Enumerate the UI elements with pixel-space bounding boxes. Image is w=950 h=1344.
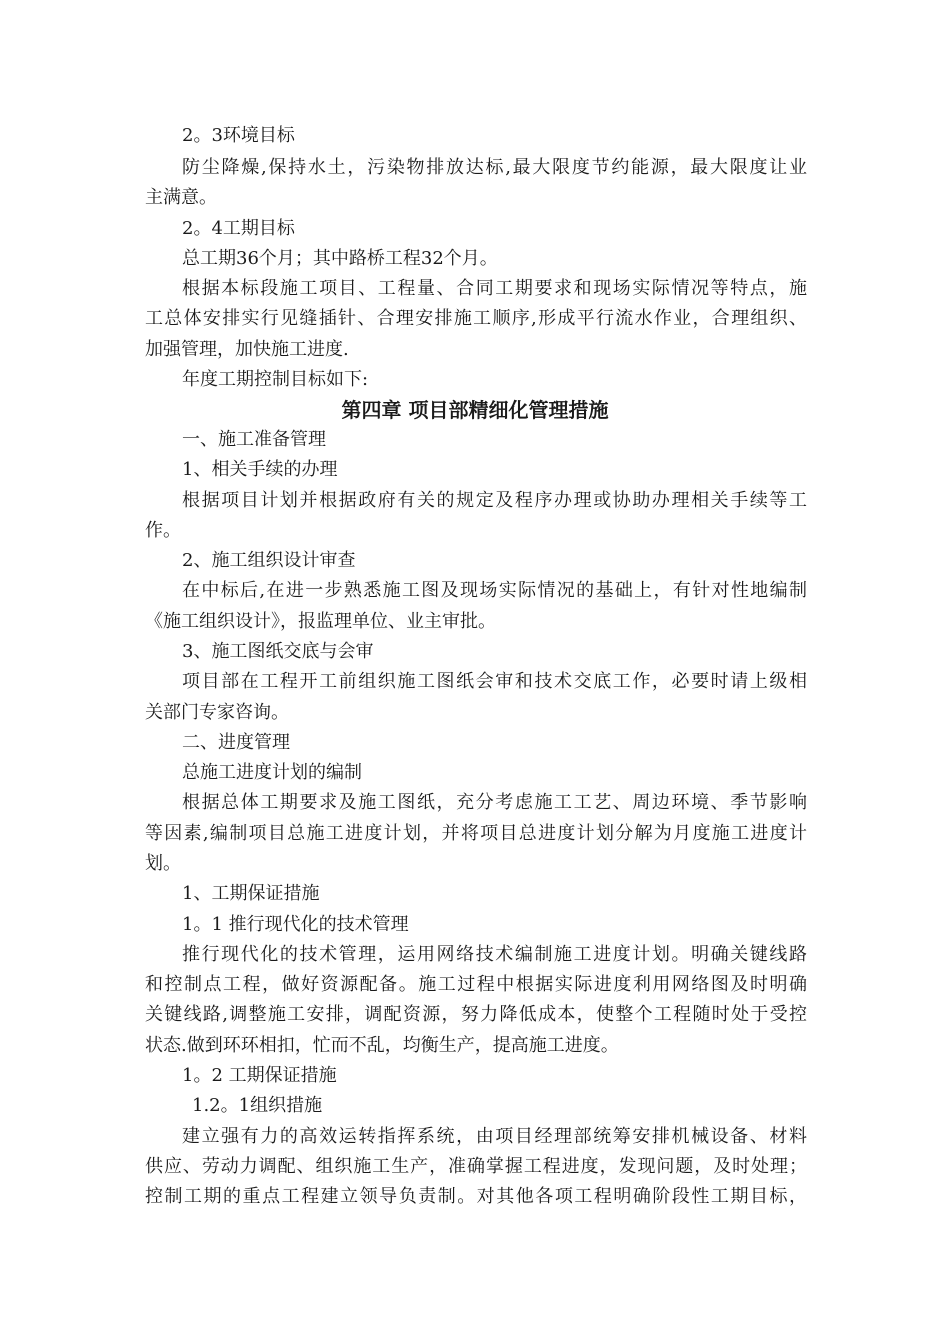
paragraph-line: 在中标后,在进一步熟悉施工图及现场实际情况的基础上，有针对性地编制	[182, 580, 807, 601]
section-heading-schedule-goal: 2。4工期目标	[182, 218, 295, 239]
paragraph-line: 加强管理，加快施工进度.	[145, 339, 349, 360]
paragraph-line: 关部门专家咨询。	[145, 702, 289, 723]
paragraph-line: 防尘降燥,保持水土，污染物排放达标,最大限度节约能源，最大限度让业	[182, 157, 807, 178]
paragraph-line: 等因素,编制项目总施工进度计划，并将项目总进度计划分解为月度施工进度计	[145, 823, 807, 844]
section-heading: 二、进度管理	[182, 732, 290, 753]
paragraph-line: 状态.做到环环相扣，忙而不乱，均衡生产，提高施工进度。	[145, 1035, 619, 1056]
paragraph-line: 和控制点工程，做好资源配备。施工过程中根据实际进度利用网络图及时明确	[145, 974, 807, 995]
paragraph-line: 项目部在工程开工前组织施工图纸会审和技术交底工作，必要时请上级相	[182, 671, 807, 692]
subsection-heading: 3、施工图纸交底与会审	[182, 641, 374, 662]
paragraph-line: 划。	[145, 853, 181, 874]
paragraph-line: 工总体安排实行见缝插针、合理安排施工顺序,形成平行流水作业，合理组织、	[145, 308, 807, 329]
paragraph-line: 总工期36个月；其中路桥工程32个月。	[182, 248, 498, 269]
subsection-heading: 2、施工组织设计审查	[182, 550, 356, 571]
chapter-title: 第四章 项目部精细化管理措施	[341, 398, 609, 422]
section-heading-environment-goal: 2。3环境目标	[182, 125, 295, 146]
subsection-heading: 1、工期保证措施	[182, 883, 320, 904]
section-heading: 一、施工准备管理	[182, 429, 326, 450]
subsection-heading: 1.2。1组织措施	[192, 1095, 323, 1116]
subsection-heading: 1。1 推行现代化的技术管理	[182, 914, 409, 935]
paragraph-line: 作。	[145, 520, 181, 541]
paragraph-line: 主满意。	[145, 187, 217, 208]
paragraph-line: 《施工组织设计》，报监理单位、业主审批。	[145, 611, 496, 632]
paragraph-line: 根据本标段施工项目、工程量、合同工期要求和现场实际情况等特点，施	[182, 278, 807, 299]
paragraph-line: 根据总体工期要求及施工图纸，充分考虑施工工艺、周边环境、季节影响	[182, 792, 807, 813]
paragraph-line: 年度工期控制目标如下:	[182, 369, 369, 390]
paragraph-line: 推行现代化的技术管理，运用网络技术编制施工进度计划。明确关键线路	[182, 944, 807, 965]
subsection-heading: 1、相关手续的办理	[182, 459, 338, 480]
paragraph-line: 建立强有力的高效运转指挥系统，由项目经理部统筹安排机械设备、材料	[182, 1126, 807, 1147]
subsection-heading: 总施工进度计划的编制	[182, 762, 362, 783]
subsection-heading: 1。2 工期保证措施	[182, 1065, 337, 1086]
paragraph-line: 供应、劳动力调配、组织施工生产，准确掌握工程进度，发现问题，及时处理；	[145, 1156, 807, 1177]
paragraph-line: 控制工期的重点工程建立领导负责制。对其他各项工程明确阶段性工期目标，	[145, 1186, 807, 1207]
paragraph-line: 关键线路,调整施工安排，调配资源，努力降低成本，使整个工程随时处于受控	[145, 1004, 807, 1025]
paragraph-line: 根据项目计划并根据政府有关的规定及程序办理或协助办理相关手续等工	[182, 490, 807, 511]
